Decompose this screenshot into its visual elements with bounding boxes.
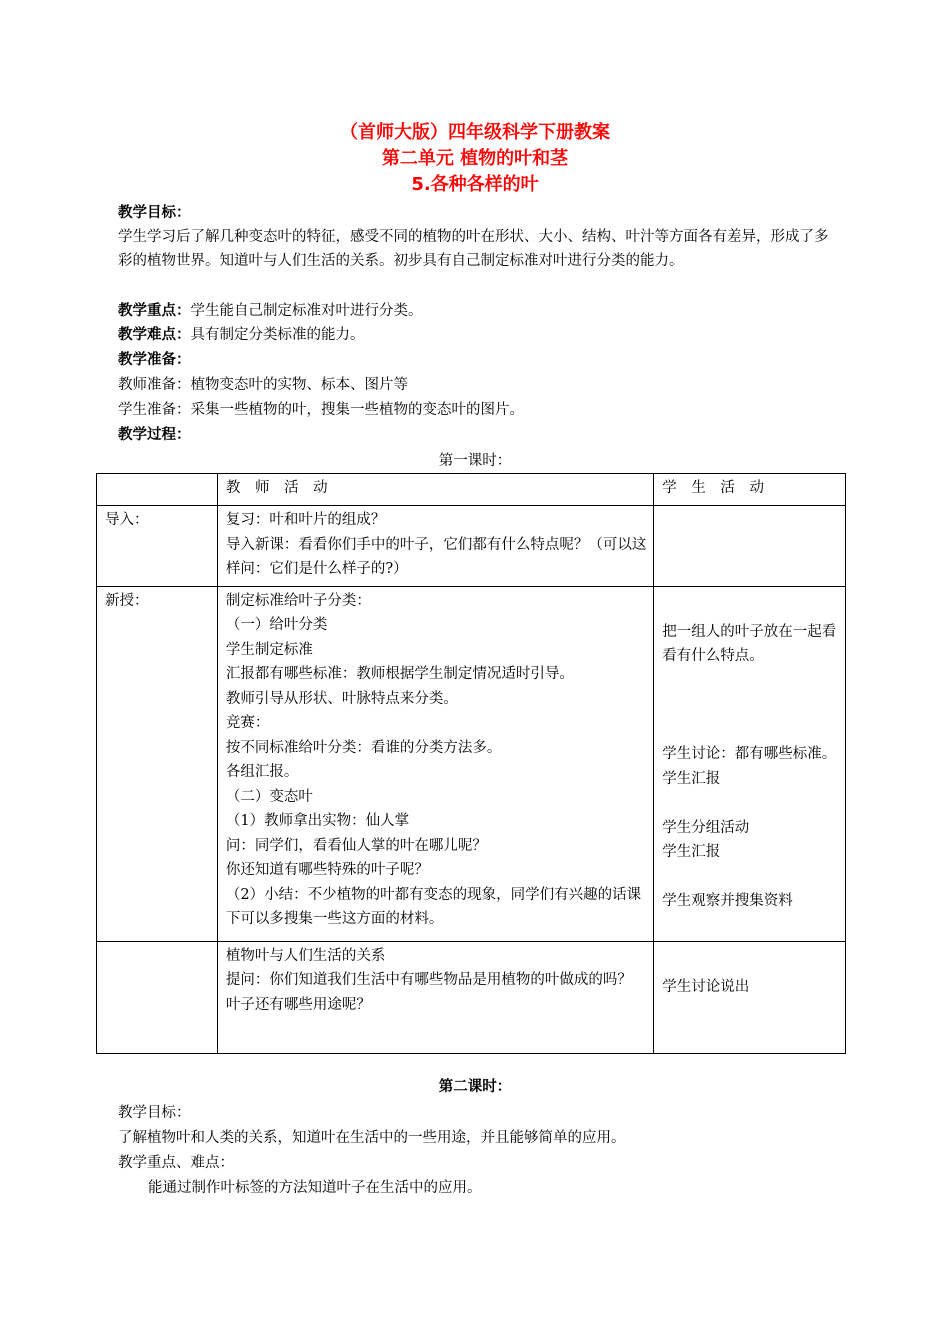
student-line: 学生观察并搜集资料 — [662, 893, 793, 909]
title-line-3: 5.各种各样的叶 — [411, 174, 539, 195]
teacher-line: （1）教师拿出实物：仙人掌 — [225, 813, 410, 829]
teacher-line: 问：同学们，看看仙人掌的叶在哪儿呢？ — [225, 837, 487, 854]
lesson2-caption: 第二课时： — [438, 1079, 512, 1095]
stage-cell: 新授： — [97, 586, 218, 941]
teacher-line: 提问：你们知道我们生活中有哪些物品是用植物的叶做成的吗？ — [225, 972, 632, 988]
student-line: 把一组人的叶子放在一起看看有什么特点。 — [662, 623, 837, 664]
lesson2-goals-label: 教学目标： — [118, 1105, 191, 1121]
header-teacher-cell: 教 师 活 动 — [217, 474, 653, 506]
difficulty-text: 具有制定分类标准的能力。 — [190, 327, 365, 343]
header-student-cell: 学 生 活 动 — [654, 474, 846, 506]
stage-cell: 导入： — [97, 506, 218, 587]
teacher-cell — [217, 941, 653, 1053]
teacher-line: （一）给叶分类 — [225, 617, 328, 633]
table-header-row — [97, 474, 846, 506]
table-row — [97, 941, 846, 1053]
student-line — [662, 865, 839, 890]
prep-student: 学生准备：采集一些植物的叶，搜集一些植物的变态叶的图片。 — [118, 402, 524, 418]
student-cell — [654, 941, 846, 1053]
teacher-line: 叶子还有哪些用途呢？ — [225, 996, 371, 1013]
lesson2-goals-text: 了解植物叶和人类的关系，知道叶在生活中的一些用途，并且能够简单的应用。 — [118, 1130, 626, 1146]
lesson1-caption: 第一课时： — [438, 453, 512, 469]
student-line: 学生汇报 — [662, 844, 721, 860]
process-label: 教学过程： — [118, 427, 191, 443]
difficulty-label: 教学难点： — [118, 327, 191, 343]
key-point — [118, 299, 838, 323]
teacher-line: 制定标准给叶子分类： — [225, 592, 371, 609]
teacher-line: 导入新课：看看你们手中的叶子，它们都有什么特点呢？（可以这样问：它们是什么样子的?） — [225, 536, 647, 577]
header-stage-cell — [97, 474, 218, 506]
teacher-line: （二）变态叶 — [225, 788, 313, 805]
stage-cell — [97, 941, 218, 1053]
document-title — [0, 120, 950, 198]
goals-label: 教学目标： — [118, 205, 191, 221]
key-point-text: 学生能自己制定标准对叶进行分类。 — [190, 303, 423, 319]
prep-teacher: 教师准备：植物变态叶的实物、标本、图片等 — [118, 377, 408, 393]
student-line — [662, 791, 839, 816]
teacher-line: 各组汇报。 — [225, 764, 299, 780]
student-cell — [654, 506, 846, 587]
title-line-1: （首师大版）四年级科学下册教案 — [340, 122, 610, 143]
key-point-label: 教学重点： — [118, 303, 191, 319]
student-line — [662, 718, 839, 743]
lesson2-key-label: 教学重点、难点： — [118, 1155, 234, 1171]
teacher-line: 学生制定标准 — [225, 641, 313, 658]
student-line — [662, 693, 839, 718]
teacher-line: 竞赛： — [225, 715, 270, 731]
teacher-line: 教师引导从形状、叶脉特点来分类。 — [225, 690, 458, 707]
goals-text: 学生学习后了解几种变态叶的特征，感受不同的植物的叶在形状、大小、结构、叶汁等方面各有差异，形成了多彩的植物世界。知道叶与人们生活的关系。初步具有自己制定标准对叶进行分类的能力。 — [118, 229, 829, 269]
student-line: 学生分组活动 — [662, 819, 750, 836]
student-cell — [654, 586, 846, 941]
title-line-2: 第二单元 植物的叶和茎 — [381, 148, 569, 169]
teacher-cell — [217, 506, 653, 587]
teacher-line: 植物叶与人们生活的关系 — [225, 947, 386, 964]
student-line: 学生讨论说出 — [662, 978, 750, 995]
lesson1-table — [96, 473, 846, 1054]
teacher-line: 汇报都有哪些标准：教师根据学生制定情况适时引导。 — [225, 666, 574, 682]
teacher-line: 按不同标准给叶分类：看谁的分类方法多。 — [225, 739, 502, 756]
teacher-cell — [217, 586, 653, 941]
student-line — [662, 669, 839, 694]
table-row — [97, 586, 846, 941]
student-line: 学生汇报 — [662, 770, 721, 787]
teacher-line: （2）小结：不少植物的叶都有变态的现象，同学们有兴趣的话课下可以多搜集一些这方面的材料。 — [225, 886, 642, 927]
lesson2-key-text: 能通过制作叶标签的方法知道叶子在生活中的应用。 — [148, 1180, 482, 1196]
difficulty — [118, 323, 838, 347]
student-line: 学生讨论：都有哪些标准。 — [662, 746, 837, 762]
teacher-line: 复习：叶和叶片的组成？ — [225, 512, 386, 528]
teacher-line: 你还知道有哪些特殊的叶子呢？ — [225, 862, 429, 878]
table-row — [97, 506, 846, 587]
prep-label: 教学准备： — [118, 352, 191, 368]
